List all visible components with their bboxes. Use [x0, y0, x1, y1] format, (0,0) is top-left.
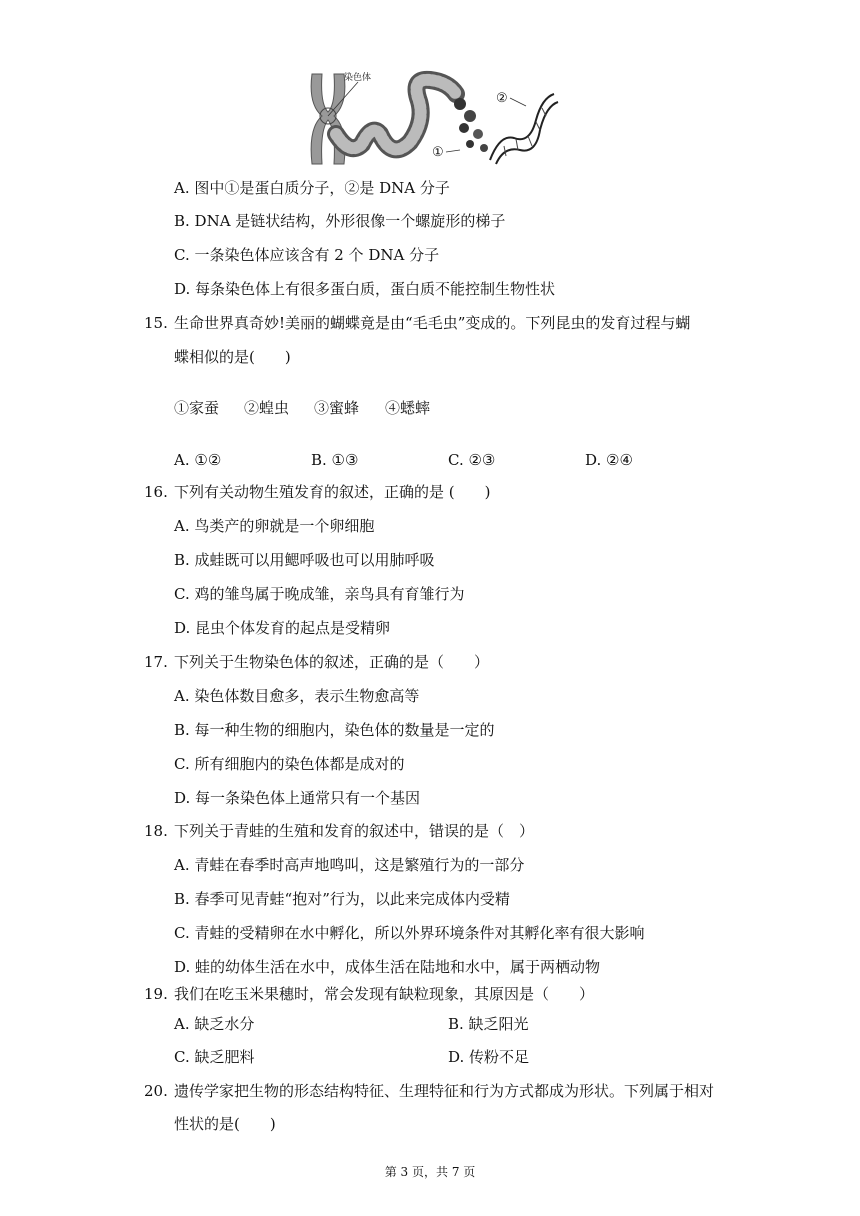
- q16-number: 16.: [144, 483, 168, 501]
- q14-option-a: A. 图中①是蛋白质分子，②是 DNA 分子: [174, 179, 450, 197]
- q14-option-d: D. 每条染色体上有很多蛋白质，蛋白质不能控制生物性状: [174, 280, 556, 298]
- q18-option-c: C. 青蛙的受精卵在水中孵化，所以外界环境条件对其孵化率有很大影响: [174, 924, 645, 942]
- q14-option-c: C. 一条染色体应该含有 2 个 DNA 分子: [174, 246, 440, 264]
- q19-option-c: C. 缺乏肥料: [174, 1048, 255, 1066]
- q15-stem-line2: 蝶相似的是( ): [174, 348, 291, 366]
- q20-number: 20.: [144, 1082, 168, 1100]
- q18-option-a: A. 青蛙在春季时高声地鸣叫，这是繁殖行为的一部分: [174, 856, 525, 874]
- q16-option-d: D. 昆虫个体发育的起点是受精卵: [174, 619, 391, 637]
- q19-stem: 我们在吃玉米果穗时，常会发现有缺粒现象，其原因是（ ）: [174, 985, 595, 1003]
- q15-item-3: ③蜜蜂: [314, 399, 360, 417]
- q19-number: 19.: [144, 985, 168, 1003]
- chromosome-label: 染色体: [344, 73, 372, 83]
- chromosome-dna-figure: [300, 64, 560, 172]
- q15-item-4: ④蟋蟀: [385, 399, 431, 417]
- q15-option-d: D. ②④: [585, 451, 633, 469]
- q17-stem: 下列关于生物染色体的叙述，正确的是（ ）: [174, 653, 490, 671]
- q15-option-b: B. ①③: [311, 451, 359, 469]
- q20-stem-line1: 遗传学家把生物的形态结构特征、生理特征和行为方式都成为形状。下列属于相对: [174, 1082, 715, 1100]
- q18-option-d: D. 蛙的幼体生活在水中，成体生活在陆地和水中，属于两栖动物: [174, 958, 601, 976]
- q15-item-1: ①家蚕: [174, 399, 220, 417]
- q19-option-d: D. 传粉不足: [448, 1048, 530, 1066]
- q19-option-b: B. 缺乏阳光: [448, 1015, 529, 1033]
- page-footer: 第 3 页，共 7 页: [384, 1165, 476, 1179]
- q18-option-b: B. 春季可见青蛙“抱对”行为，以此来完成体内受精: [174, 890, 510, 908]
- q16-stem: 下列有关动物生殖发育的叙述，正确的是 ( ): [174, 483, 491, 501]
- q18-number: 18.: [144, 822, 168, 840]
- coiled-fiber: [336, 80, 456, 150]
- q17-option-a: A. 染色体数目愈多，表示生物愈高等: [174, 687, 420, 705]
- label-2: ②: [496, 91, 508, 106]
- label-1: ①: [432, 145, 444, 160]
- q15-option-c: C. ②③: [448, 451, 496, 469]
- q18-stem: 下列关于青蛙的生殖和发育的叙述中，错误的是（ ）: [174, 822, 535, 840]
- q16-option-b: B. 成蛙既可以用鳃呼吸也可以用肺呼吸: [174, 551, 435, 569]
- q17-option-d: D. 每一条染色体上通常只有一个基因: [174, 789, 421, 807]
- q17-option-c: C. 所有细胞内的染色体都是成对的: [174, 755, 405, 773]
- q17-option-b: B. 每一种生物的细胞内，染色体的数量是一定的: [174, 721, 495, 739]
- q19-option-a: A. 缺乏水分: [174, 1015, 255, 1033]
- q16-option-a: A. 鸟类产的卵就是一个卵细胞: [174, 517, 375, 535]
- nucleosomes: [454, 98, 488, 152]
- q20-stem-line2: 性状的是( ): [174, 1115, 276, 1133]
- q17-number: 17.: [144, 653, 168, 671]
- q15-option-a: A. ①②: [174, 451, 222, 469]
- q15-item-2: ②蝗虫: [244, 399, 290, 417]
- q16-option-c: C. 鸡的雏鸟属于晚成雏，亲鸟具有育雏行为: [174, 585, 465, 603]
- q15-number: 15.: [144, 314, 168, 332]
- q15-stem-line1: 生命世界真奇妙!美丽的蝴蝶竟是由“毛毛虫”变成的。下列昆虫的发育过程与蝴: [174, 314, 691, 332]
- q14-option-b: B. DNA 是链状结构，外形很像一个螺旋形的梯子: [174, 212, 506, 230]
